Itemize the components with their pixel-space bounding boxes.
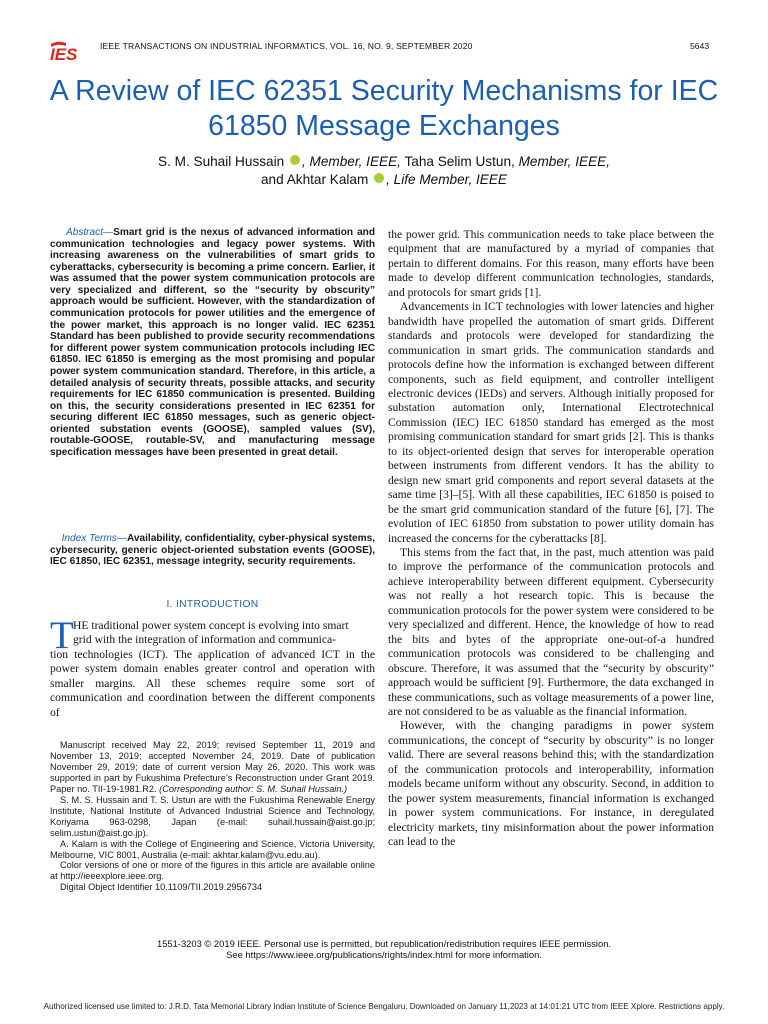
copyright-notice (20, 938, 748, 960)
section-heading-introduction: I. INTRODUCTION (166, 599, 259, 610)
abstract-label: Abstract— (65, 227, 114, 238)
paper-title: A Review of IEC 62351 Security Mechanisms for IEC 61850 Message Exchanges (49, 75, 719, 142)
index-terms-label: Index Terms— (61, 533, 127, 544)
orcid-icon[interactable] (374, 173, 384, 183)
orcid-icon[interactable] (290, 155, 300, 165)
index-terms (50, 533, 375, 568)
drop-cap: T (50, 614, 74, 657)
intro-line-2: grid with the integration of information and communica- (73, 633, 337, 647)
paragraph-3: This stems from the fact that, in the past, much attention was paid to improve the performance of the communication protocols and achieve interoperability between different equipment. Cybersecurity was not really a hot research topic. This is because the communication protocols for the power system were considered to be very specialized and different. Hence, the knowledge of how to read the bits and bytes of the appropriate one-out-of-a hundred communication protocols was considered to be challenging and obscure. Therefore, it was assumed that the “security by obscurity” approach would be sufficient [9]. Furthermore, the data exchanged in these communications, such as voltage measurements of a power line, are not considered to be as valuable as the financial information. (388, 545, 714, 718)
author-line-2 (20, 172, 748, 187)
author-3-name: and Akhtar Kalam (261, 172, 369, 187)
right-column (388, 228, 714, 849)
abstract (50, 227, 375, 459)
intro-rest: tion technologies (ICT). The application of advanced ICT in the power system domain enables greater control and operation with smaller margins. All these schemes require some sort of communication and coordination between the different components of (50, 647, 375, 719)
index-terms-text: Availability, confidentiality, cyber-physical systems, cybersecurity, generic object-oriented substation events (GOOSE), IEC 61850, IEC 62351, message integrity, security requirements. (50, 533, 375, 568)
footnote-doi: Digital Object Identifier 10.1109/TII.2019.2956734 (60, 882, 263, 893)
license-notice: Authorized licensed use limited to: J.R.D. Tata Memorial Library Indian Institute of Science Bengaluru. Downloaded on January 11,2023 at 14:01:21 UTC from IEEE Xplore. Restrictions apply. (43, 1002, 725, 1011)
corresponding-author: (Corresponding author: S. M. Suhail Hussain.) (159, 783, 348, 794)
ies-logo (48, 40, 88, 62)
footnote-affiliation-1: S. M. S. Hussain and T. S. Ustun are with the Fukushima Renewable Energy Institute, National Institute of Advanced Industrial Science and Technology, Koriyama 963-0298, Japan (e-mail: suhail.hussain@aist.go.jp; selim.ustun@aist.go.jp). (50, 794, 375, 838)
author-1-name: S. M. Suhail Hussain (158, 154, 285, 169)
intro-line-1: HE traditional power system concept is evolving into smart (73, 619, 349, 632)
logo-text: IES (50, 45, 78, 62)
paragraph-4: However, with the changing paradigms in power system communications, the concept of “security by obscurity” is no longer valid. There are several reasons behind this; with the standardization of the communication protocols and interoperability, information models became uniform without any obscurity. Second, in addition to the power system measurements, financial information is exchanged in power system communications. For instance, in deregulated electricity markets, tiny misinformation about the power information can lead to the (388, 719, 714, 849)
copyright-line-2: See https://www.ieee.org/publications/rights/index.html for more information. (226, 949, 542, 960)
author-3-role: , Life Member, IEEE (386, 172, 507, 187)
footnote-manuscript-text: Manuscript received May 22, 2019; revised September 11, 2019 and November 13, 2019; accepted November 24, 2019. Date of publication November 29, 2019; date of current version May 26, 2020. This work was supported in part by Fukushima Prefecture’s Reconstruction under Grant 2019. Paper no. TII-19-1981.R2. (50, 740, 375, 794)
paragraph-1: the power grid. This communication needs to take place between the equipment that are manufactured by a myriad of companies that pertain to different domains. For this reason, many efforts have been made to develop different communication technologies, standards, and protocols for smart grids [1]. (388, 228, 714, 299)
abstract-text: Smart grid is the nexus of advanced information and communication technologies and legacy power systems. With increasing awareness on the vulnerabilities of smart grids to cyberattacks, cybersecurity is becoming a prime concern. Earlier, it was assumed that the power system communication protocols are very specialized and different, so the “security by obscurity” approach would be sufficient. However, with the standardization of communication protocols for power utilities and the emergence of the power market, this approach is no longer valid. IEC 62351 Standard has been published to provide security recommendations for different power system communication protocols including IEC 61850. IEC 61850 is emerging as the most promising and popular power system communication standard. Therefore, in this article, a detailed analysis of security threats, possible attacks, and security requirements for IEC 61850 communication is presented. Building on this, the security considerations presented in IEC 62351 for securing different IEC 61850 messages, such as generic object-oriented substation events (GOOSE), sampled values (SV), routable-GOOSE, routable-SV, and manufacturing message specification messages have been presented in great detail. (50, 227, 376, 458)
author-2-name: Taha Selim Ustun, (404, 154, 515, 169)
footnote-manuscript (50, 740, 375, 795)
page-number: 5643 (690, 41, 710, 51)
footnote-affiliation-2: A. Kalam is with the College of Engineering and Science, Victoria University, Melbourne, VIC 8001, Australia (e-mail: akhtar.kalam@vu.edu.au). (50, 838, 375, 860)
author-2-role: Member, IEEE, (518, 154, 610, 169)
copyright-line-1: 1551-3203 © 2019 IEEE. Personal use is permitted, but republication/redistribution requires IEEE permission. (156, 938, 612, 949)
author-1-role: , Member, IEEE, (301, 154, 401, 169)
footnotes (50, 740, 375, 893)
journal-header: IEEE TRANSACTIONS ON INDUSTRIAL INFORMATICS, VOL. 16, NO. 9, SEPTEMBER 2020 (100, 41, 473, 51)
author-line-1 (20, 154, 748, 169)
paragraph-2: Advancements in ICT technologies with lower latencies and higher bandwidth have propelled the automation of smart grids. Different standards and protocols were developed for standardizing the communication in smart grids. The communication standards and protocols define how the information is exchanged between different components, such as field equipment, and controller intelligent electronic devices (IEDs) and servers. Although initially proposed for substation automation only, International Electrotechnical Commission (IEC) IEC 61850 standard has emerged as the most promising communication standard for smart grids [2]. This is thanks to its object-oriented design that serves for interoperable operation between instruments from different vendors. It has the ability to design new smart grid components and report several datasets at the same time [3]–[5]. With all these capabilities, IEC 61850 is poised to be the smart grid communication standard of the future [6], [7]. The evolution of IEC 61850 from substation to power utility domain has increased the concerns for the cyberattacks [8]. (388, 300, 714, 545)
introduction-text (50, 614, 375, 720)
footnote-color-versions: Color versions of one or more of the figures in this article are available online at http://ieeexplore.ieee.org. (50, 860, 375, 882)
